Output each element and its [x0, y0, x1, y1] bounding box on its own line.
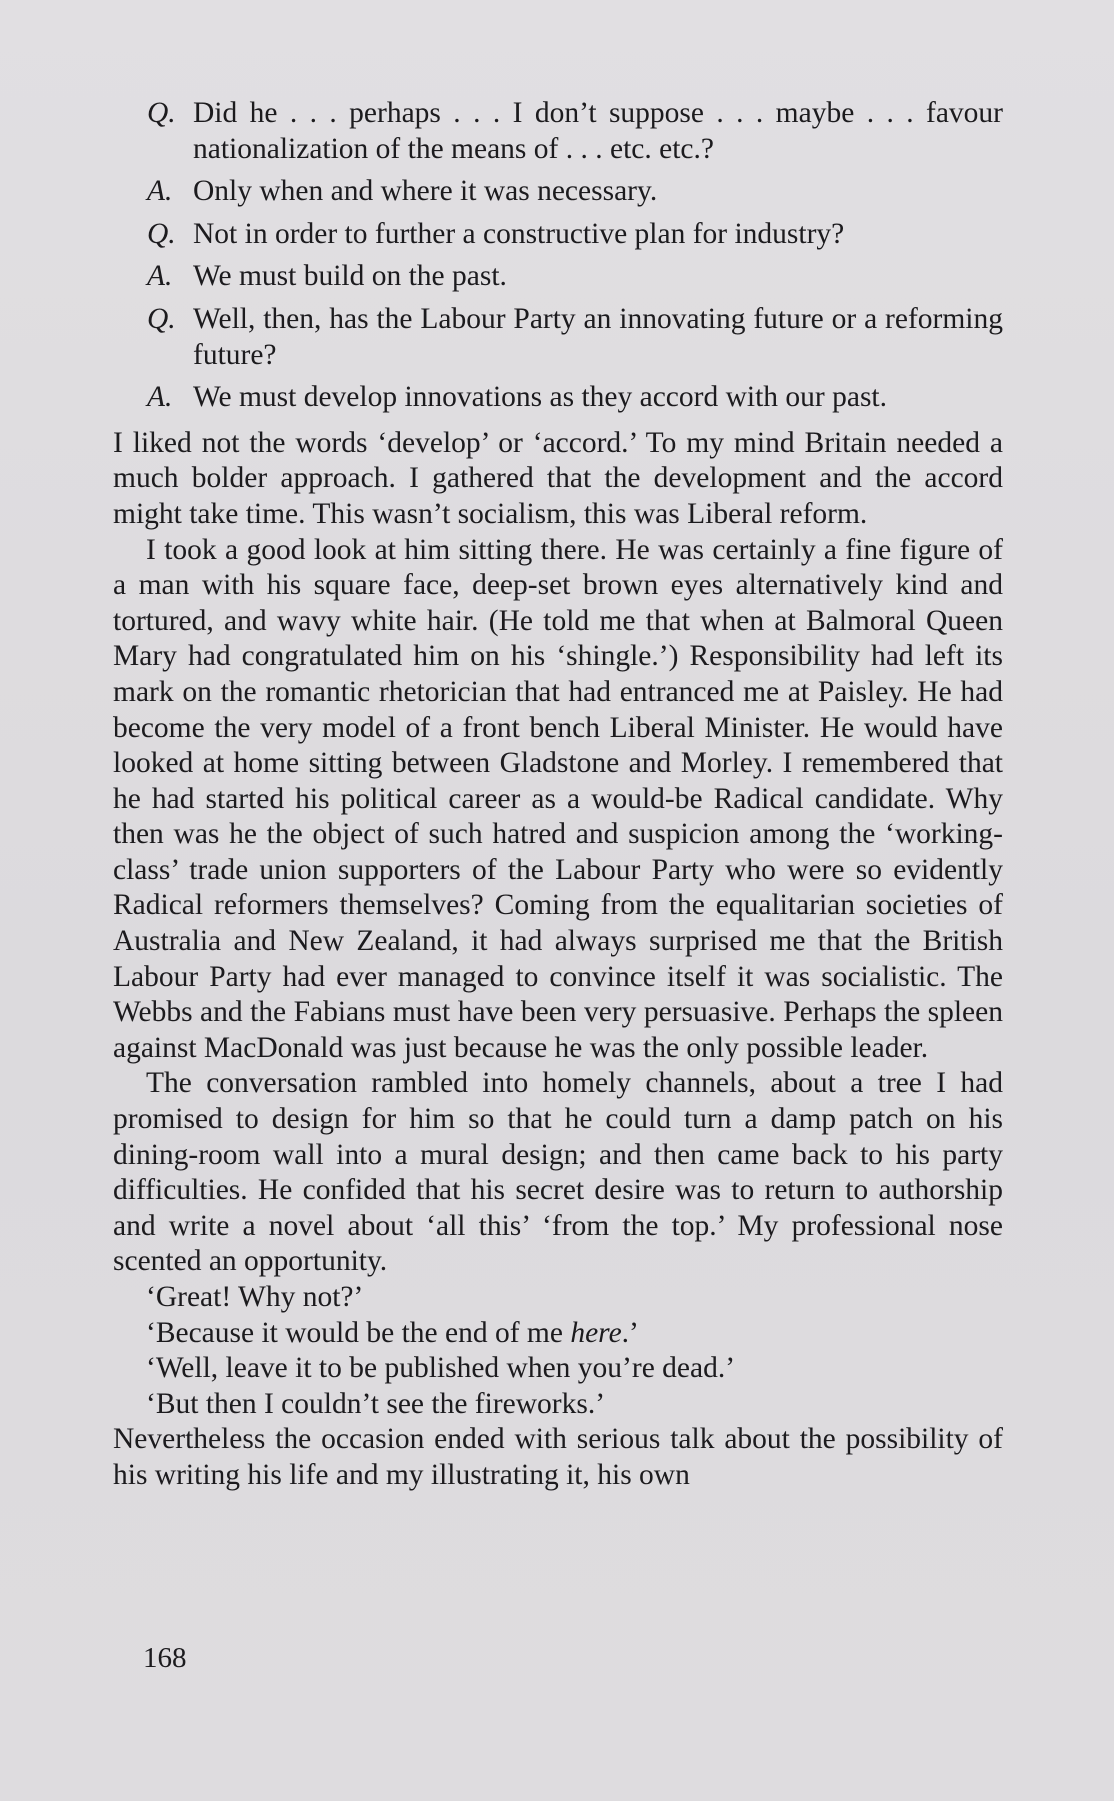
- qa-marker: Q.: [147, 302, 176, 335]
- paragraph: The conversation rambled into homely channels, about a tree I had promised to design for him so that he could turn a damp patch on his dining-room wall into a mural design; and then came back to his party difficulties. He confided that his secret desire was to return to authorship and write a novel about ‘all this’ ‘from the top.’ My professional nose scented an opportunity.: [113, 1067, 1003, 1278]
- qa-text: Only when and where it was necessary.: [193, 175, 658, 208]
- qa-marker: Q.: [147, 217, 176, 250]
- dialogue-line: ‘Great! Why not?’: [146, 1281, 364, 1313]
- emphasis-word: here: [570, 1316, 622, 1349]
- paragraph: I took a good look at him sitting there. He was certainly a fine figure of a man with his square face, deep-set brown eyes alternatively kind and tortured, and wavy white hair. (He told me that when at Balmoral Queen Mary had congratulated him on his ‘shingle.’) Responsibility had left its mark on the romantic rhetorician that had entranced me at Paisley. He had become the very model of a front bench Liberal Minister. He would have looked at home sitting between Gladstone and Morley. I remembered that he had started his political career as a would-be Radical candidate. Why then was he the object of such hatred and suspicion among the ‘working-class’ trade union supporters of the Labour Party who were so evidently Radical reformers themselves? Coming from the equalitarian societies of Australia and New Zealand, it had always surprised me that the British Labour Party had ever managed to convince itself it was socialistic. The Webbs and the Fabians must have been very persuasive. Perhaps the spleen against MacDonald was just because he was the only possible leader.: [113, 533, 1003, 1064]
- qa-text: We must develop innovations as they accord with our past.: [193, 381, 887, 414]
- qa-item: [147, 302, 1003, 373]
- paragraph: I liked not the words ‘develop’ or ‘accord.’ To my mind Britain needed a much bolder approach. I gathered that the development and the accord might take time. This wasn’t socialism, this was Liberal reform.: [113, 426, 1003, 530]
- qa-item: [147, 174, 1003, 210]
- dialogue-text: .’: [621, 1316, 639, 1349]
- dialogue-line: ‘But then I couldn’t see the fireworks.’: [146, 1387, 606, 1420]
- qa-text: Not in order to further a constructive plan for industry?: [193, 217, 845, 250]
- qa-marker: A.: [147, 260, 173, 293]
- paragraph: Nevertheless the occasion ended with serious talk about the possibility of his writing his life and my illustrating it, his own: [113, 1423, 1003, 1491]
- qa-marker: A.: [147, 175, 173, 208]
- dialogue-text: ‘Because it would be the end of me: [146, 1316, 571, 1349]
- qa-item: [147, 380, 1003, 416]
- qa-text: Well, then, has the Labour Party an innovating future or a reforming future?: [193, 302, 1003, 371]
- dialogue-line: ‘Well, leave it to be published when you’re dead.’: [146, 1352, 736, 1385]
- qa-text: Did he . . . perhaps . . . I don’t suppose . . . maybe . . . favour nationalization of the means of . . . etc. etc.?: [193, 97, 1003, 165]
- qa-marker: A.: [147, 381, 173, 414]
- qa-item: [147, 259, 1003, 295]
- dialogue-line: [113, 1316, 1003, 1352]
- qa-marker: Q.: [147, 97, 176, 129]
- page-body: [113, 96, 1003, 1494]
- interview-exchange: [113, 96, 1003, 416]
- page-number: 168: [143, 1642, 187, 1674]
- qa-text: We must build on the past.: [193, 260, 507, 293]
- qa-item: [147, 217, 1003, 253]
- qa-item: [147, 96, 1003, 167]
